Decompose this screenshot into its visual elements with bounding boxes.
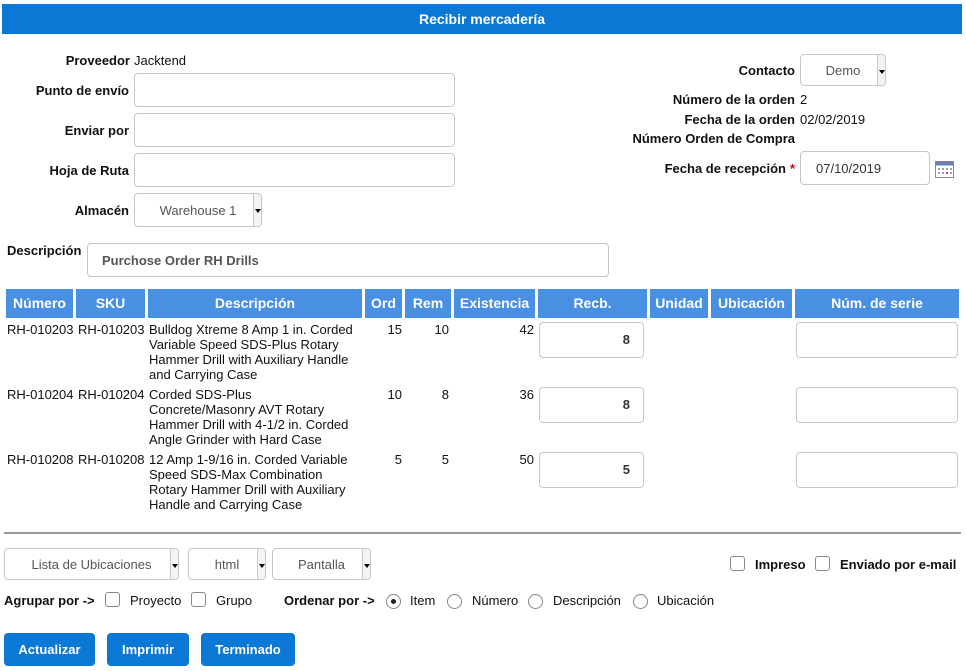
impreso-label: Impreso xyxy=(755,557,806,572)
ordenar-item-radio[interactable] xyxy=(386,594,401,609)
row3-recb-input[interactable]: 5 xyxy=(539,452,644,488)
descripcion-input[interactable]: Purchose Order RH Drills xyxy=(87,243,609,277)
ordenar-descripcion-radio[interactable] xyxy=(528,594,543,609)
row2-desc-line: Angle Grinder with Hard Case xyxy=(149,432,322,447)
row2-descripcion xyxy=(149,387,348,447)
proveedor-label: Proveedor xyxy=(65,53,130,68)
contacto-select[interactable] xyxy=(800,54,886,86)
ordenar-numero-radio[interactable] xyxy=(447,594,462,609)
punto-envio-input[interactable] xyxy=(134,73,455,107)
row2-serial-input[interactable] xyxy=(796,387,958,423)
row1-recb-input[interactable]: 8 xyxy=(539,322,644,358)
row3-desc-line: Handle and Carrying Case xyxy=(149,497,303,512)
agrupar-label: Agrupar por -> xyxy=(4,593,95,608)
row1-desc-line: and Carrying Case xyxy=(149,367,258,382)
row2-numero: RH-010204 xyxy=(7,387,74,402)
row3-ord: 5 xyxy=(394,452,402,467)
terminado-button[interactable]: Terminado xyxy=(201,633,295,666)
almacen-select-value: Warehouse 1 xyxy=(159,203,237,218)
actualizar-button[interactable]: Actualizar xyxy=(4,633,95,666)
fecha-orden-label: Fecha de la orden xyxy=(684,112,795,127)
chevron-down-icon xyxy=(877,55,885,85)
salida-select[interactable] xyxy=(272,548,371,580)
chevron-down-icon xyxy=(257,549,265,579)
row2-recb-input[interactable]: 8 xyxy=(539,387,644,423)
imprimir-button[interactable]: Imprimir xyxy=(107,633,189,666)
row1-desc-line: Bulldog Xtreme 8 Amp 1 in. Corded xyxy=(149,322,353,337)
row1-rem: 10 xyxy=(434,322,449,337)
ordenar-descripcion-label: Descripción xyxy=(553,593,621,608)
salida-value: Pantalla xyxy=(298,557,345,572)
descripcion-label: Descripción xyxy=(7,243,82,258)
row2-existencia: 36 xyxy=(519,387,534,402)
agrupar-grupo-checkbox[interactable] xyxy=(191,592,206,607)
col-sku: SKU xyxy=(76,289,145,318)
row3-serial-input[interactable] xyxy=(796,452,958,488)
col-numero: Número xyxy=(6,289,73,318)
row1-serial-input[interactable] xyxy=(796,322,958,358)
row1-existencia: 42 xyxy=(519,322,534,337)
ordenar-item-label: Item xyxy=(410,593,436,608)
lista-ubicaciones-select[interactable] xyxy=(4,548,179,580)
chevron-down-icon xyxy=(362,549,370,579)
proveedor-value: Jacktend xyxy=(134,53,187,68)
ordenar-numero-label: Número xyxy=(472,593,519,608)
row3-existencia: 50 xyxy=(519,452,534,467)
ordenar-ubicacion-label: Ubicación xyxy=(657,593,715,608)
fecha-recepcion-label: Fecha de recepción xyxy=(664,161,786,176)
fecha-recepcion-input[interactable]: 07/10/2019 xyxy=(800,151,930,185)
lista-ubicaciones-value: Lista de Ubicaciones xyxy=(31,557,152,572)
numero-oc-label: Número Orden de Compra xyxy=(632,131,795,146)
required-mark: * xyxy=(790,161,796,176)
col-ubicacion: Ubicación xyxy=(711,289,792,318)
row2-rem: 8 xyxy=(441,387,449,402)
section-divider xyxy=(4,532,961,534)
page-title: Recibir mercadería xyxy=(2,4,962,34)
ordenar-ubicacion-radio[interactable] xyxy=(633,594,648,609)
numero-orden-value: 2 xyxy=(800,92,808,107)
contacto-label: Contacto xyxy=(738,63,795,78)
col-recb: Recb. xyxy=(538,289,647,318)
almacen-select[interactable] xyxy=(134,193,262,227)
row1-numero: RH-010203 xyxy=(7,322,74,337)
impreso-checkbox[interactable] xyxy=(730,556,745,571)
numero-orden-label: Número de la orden xyxy=(672,92,795,107)
calendar-icon[interactable] xyxy=(935,161,954,178)
row3-rem: 5 xyxy=(441,452,449,467)
row3-sku: RH-010208 xyxy=(78,452,145,467)
row1-descripcion xyxy=(149,322,353,382)
row3-desc-line: Rotary Hammer Drill with Auxiliary xyxy=(149,482,346,497)
row3-desc-line: Speed SDS-Max Combination xyxy=(149,467,323,482)
col-num-serie: Núm. de serie xyxy=(795,289,959,318)
row2-sku: RH-010204 xyxy=(78,387,145,402)
almacen-label: Almacén xyxy=(74,203,129,218)
row1-sku: RH-010203 xyxy=(78,322,145,337)
agrupar-grupo-label: Grupo xyxy=(216,593,253,608)
row2-ord: 10 xyxy=(387,387,402,402)
enviar-por-label: Enviar por xyxy=(64,123,129,138)
col-ord: Ord xyxy=(365,289,402,318)
row1-desc-line: Hammer Drill with Auxiliary Handle xyxy=(149,352,349,367)
chevron-down-icon xyxy=(253,194,261,226)
row2-desc-line: Corded SDS-Plus xyxy=(149,387,252,402)
enviado-email-checkbox[interactable] xyxy=(815,556,830,571)
row1-ord: 15 xyxy=(387,322,402,337)
agrupar-proyecto-label: Proyecto xyxy=(130,593,182,608)
row3-numero: RH-010208 xyxy=(7,452,74,467)
row2-desc-line: Concrete/Masonry AVT Rotary xyxy=(149,402,325,417)
hoja-ruta-label: Hoja de Ruta xyxy=(49,163,129,178)
contacto-select-value: Demo xyxy=(825,63,861,78)
enviado-email-label: Enviado por e-mail xyxy=(840,557,957,572)
col-descripcion: Descripción xyxy=(148,289,362,318)
formato-select[interactable] xyxy=(188,548,266,580)
fecha-orden-value: 02/02/2019 xyxy=(800,112,866,127)
enviar-por-input[interactable] xyxy=(134,113,455,147)
ordenar-label: Ordenar por -> xyxy=(284,593,375,608)
col-rem: Rem xyxy=(405,289,451,318)
punto-envio-label: Punto de envío xyxy=(35,83,129,98)
row1-desc-line: Variable Speed SDS-Plus Rotary xyxy=(149,337,339,352)
agrupar-proyecto-checkbox[interactable] xyxy=(105,592,120,607)
col-existencia: Existencia xyxy=(454,289,535,318)
hoja-ruta-input[interactable] xyxy=(134,153,455,187)
col-unidad: Unidad xyxy=(650,289,708,318)
row3-desc-line: 12 Amp 1-9/16 in. Corded Variable xyxy=(149,452,348,467)
formato-value: html xyxy=(214,557,240,572)
row3-descripcion xyxy=(149,452,348,512)
row2-desc-line: Hammer Drill with 4-1/2 in. Corded xyxy=(149,417,349,432)
chevron-down-icon xyxy=(170,549,178,579)
